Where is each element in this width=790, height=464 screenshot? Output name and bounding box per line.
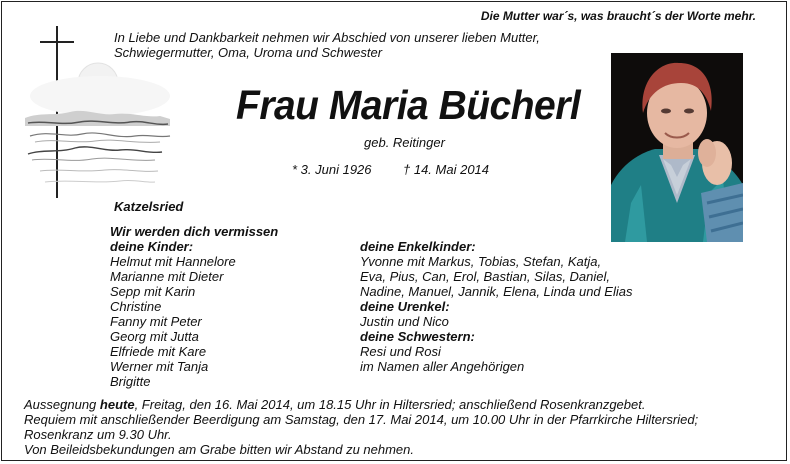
family-list: [360, 239, 632, 374]
grandchildren-line: Nadine, Manuel, Jannik, Elena, Linda und Elias: [360, 284, 633, 299]
grandchildren-line: Eva, Pius, Can, Erol, Bastian, Silas, Daniel,: [360, 269, 611, 284]
footer-line-3: Rosenkranz um 9.30 Uhr.: [24, 427, 172, 442]
list-item: Sepp mit Karin: [110, 284, 196, 299]
list-item: Elfriede mit Kare: [110, 344, 207, 359]
motto: Die Mutter war´s, was braucht´s der Worte mehr.: [480, 9, 756, 23]
relatives-line: im Namen aller Angehörigen: [360, 359, 525, 374]
children-heading: deine Kinder:: [110, 239, 194, 254]
grandchildren-heading: deine Enkelkinder:: [360, 239, 476, 254]
great-grandchildren-line: Justin und Nico: [360, 314, 449, 329]
place-name: Katzelsried: [114, 199, 184, 214]
birth-date: * 3. Juni 1926: [292, 162, 372, 177]
footer-today: heute: [99, 397, 135, 412]
portrait-photo: [611, 53, 743, 242]
footer-line-2: Requiem mit anschließender Beerdigung am Samstag, den 17. Mai 2014, um 10.00 Uhr in der Pfarrkirche Hiltersried;: [24, 412, 699, 427]
deceased-name: Frau Maria Bücherl: [236, 82, 581, 128]
footer-line-1-start: Aussegnung: [24, 397, 100, 412]
intro-line-1: In Liebe und Dankbarkeit nehmen wir Abschied von unserer lieben Mutter,: [114, 30, 540, 45]
list-item: Fanny mit Peter: [110, 314, 202, 329]
list-item: Werner mit Tanja: [110, 359, 209, 374]
list-item: Marianne mit Dieter: [110, 269, 224, 284]
footer-line-1: [24, 397, 698, 412]
intro-line-2: Schwiegermutter, Oma, Uroma und Schwester: [114, 45, 383, 60]
children-list: [110, 224, 278, 389]
list-item: Brigitte: [110, 374, 151, 389]
death-date: † 14. Mai 2014: [403, 162, 490, 177]
service-details: [24, 397, 698, 457]
footer-line-1-end: , Freitag, den 16. Mai 2014, um 18.15 Uhr in Hiltersried; anschließend Rosenkranzgebet.: [134, 397, 646, 412]
footer-line-4: Von Beileidsbekundungen am Grabe bitten wir Abstand zu nehmen.: [24, 442, 415, 457]
sisters-heading: deine Schwestern:: [360, 329, 475, 344]
sisters-line: Resi und Rosi: [360, 344, 441, 359]
list-item: Georg mit Jutta: [110, 329, 199, 344]
grandchildren-line: Yvonne mit Markus, Tobias, Stefan, Katja,: [360, 254, 602, 269]
intro-text: [114, 30, 540, 60]
missing-heading: Wir werden dich vermissen: [110, 224, 279, 239]
great-grandchildren-heading: deine Urenkel:: [360, 299, 450, 314]
list-item: Christine: [110, 299, 162, 314]
maiden-name: geb. Reitinger: [364, 135, 445, 150]
list-item: Helmut mit Hannelore: [110, 254, 236, 269]
